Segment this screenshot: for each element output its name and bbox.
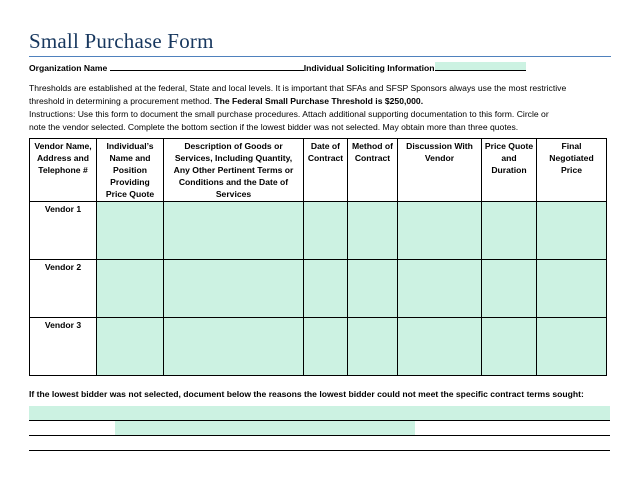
header-final-price: Final Negotiated Price: [537, 139, 607, 202]
org-name-field[interactable]: [110, 62, 304, 71]
final-price-cell[interactable]: [537, 318, 607, 376]
individual-cell[interactable]: [97, 202, 164, 260]
final-price-cell[interactable]: [537, 202, 607, 260]
method-cell[interactable]: [348, 260, 398, 318]
org-name-label: Organization Name: [29, 63, 108, 73]
header-date-of-contract: Date of Contract: [304, 139, 348, 202]
price-quote-cell[interactable]: [482, 202, 537, 260]
reason-line-2-fill: [115, 421, 415, 435]
instructions-block: [29, 82, 614, 134]
final-price-cell[interactable]: [537, 260, 607, 318]
vendor-label: Vendor 2: [30, 260, 97, 318]
individual-soliciting-field[interactable]: [435, 62, 526, 71]
discussion-cell[interactable]: [398, 260, 482, 318]
price-quote-cell[interactable]: [482, 260, 537, 318]
individual-cell[interactable]: [97, 318, 164, 376]
reason-line-1[interactable]: [29, 406, 610, 421]
price-quote-cell[interactable]: [482, 318, 537, 376]
instructions-line-4: note the vendor selected. Complete the bottom section if the lowest bidder was not selected. May obtain more than three quotes.: [29, 122, 519, 132]
threshold-amount-text: The Federal Small Purchase Threshold is $250,000.: [214, 96, 424, 106]
vendor-label: Vendor 1: [30, 202, 97, 260]
method-cell[interactable]: [348, 202, 398, 260]
discussion-cell[interactable]: [398, 202, 482, 260]
reason-line-2[interactable]: [29, 421, 610, 436]
header-description: Description of Goods or Services, Including Quantity, Any Other Pertinent Terms or Conditions and the Date of Services: [164, 139, 304, 202]
org-line: [29, 62, 526, 73]
instructions-line-2: [29, 95, 614, 108]
table-row: [30, 318, 607, 376]
description-cell[interactable]: [164, 318, 304, 376]
description-cell[interactable]: [164, 202, 304, 260]
individual-soliciting-label: Individual Soliciting Information: [303, 63, 435, 73]
date-cell[interactable]: [304, 202, 348, 260]
header-vendor: Vendor Name, Address and Telephone #: [30, 139, 97, 202]
method-cell[interactable]: [348, 318, 398, 376]
instructions-line-1: Thresholds are established at the federal, State and local levels. It is important that SFAs and SFSP Sponsors always use the most restrictive: [29, 83, 567, 93]
quotes-table: [29, 138, 607, 376]
table-header-row: [30, 139, 607, 202]
table-row: [30, 260, 607, 318]
individual-cell[interactable]: [97, 260, 164, 318]
date-cell[interactable]: [304, 260, 348, 318]
table-row: [30, 202, 607, 260]
threshold-text: threshold in determining a procurement method.: [29, 96, 212, 106]
instructions-line-3: Instructions: Use this form to document the small purchase procedures. Attach additional supporting documentation to this form. Circle or: [29, 109, 549, 119]
header-method-of-contract: Method of Contract: [348, 139, 398, 202]
date-cell[interactable]: [304, 318, 348, 376]
discussion-cell[interactable]: [398, 318, 482, 376]
description-cell[interactable]: [164, 260, 304, 318]
header-individual: Individual’s Name and Position Providing Price Quote: [97, 139, 164, 202]
title-divider: [29, 56, 611, 57]
header-discussion: Discussion With Vendor: [398, 139, 482, 202]
form-title: Small Purchase Form: [29, 29, 214, 53]
vendor-label: Vendor 3: [30, 318, 97, 376]
reason-line-3[interactable]: [29, 436, 610, 451]
lowest-bidder-note: If the lowest bidder was not selected, document below the reasons the lowest bidder could not meet the specific contract terms sought:: [29, 389, 584, 399]
header-price-quote: Price Quote and Duration: [482, 139, 537, 202]
